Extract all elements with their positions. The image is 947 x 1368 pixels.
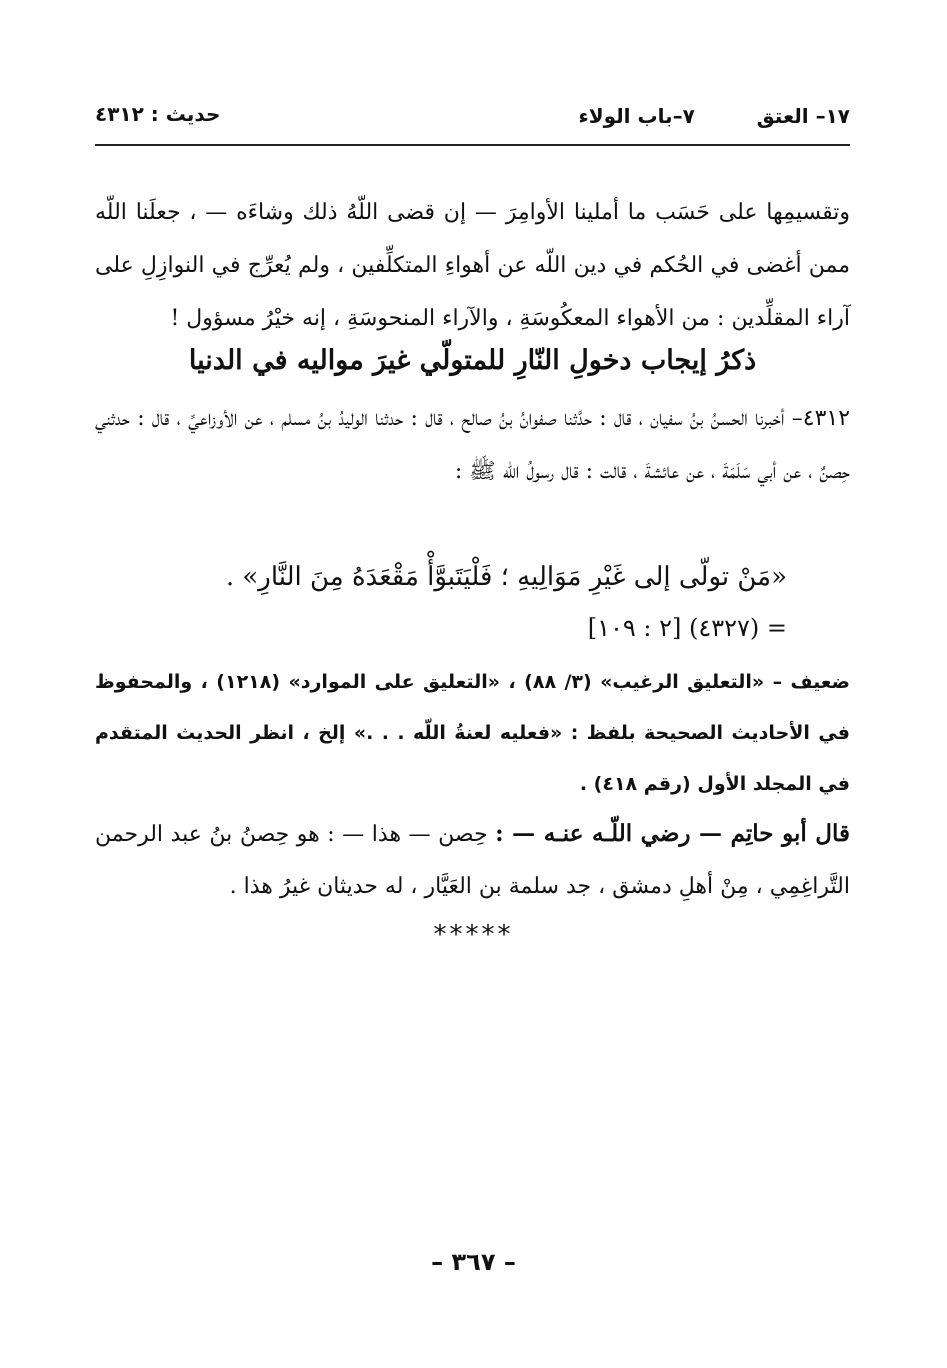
chapter-title: ذكرُ إيجاب دخولِ النّارِ للمتولّي غيرَ مواليه في الدنيا (188, 345, 757, 376)
commentary-paragraph (95, 808, 850, 913)
commentary-lead: قال أبو حاتِم — رضي اللّـه عنـه — : (495, 820, 851, 847)
running-header (95, 96, 850, 146)
header-hadith-ref: حديث : ٤٣١٢ (95, 102, 221, 126)
header-chapter: ١٧– العتق (756, 104, 850, 128)
grading-note: ضعيف – «التعليق الرغيب» (٣/ ٨٨) ، «التعليق على الموارد» (١٢١٨) ، والمحفوظ في الأحاديث الصحيحة بلفظ : «فعليه لعنةُ اللّه . . .» إلخ ، انظر الحديث المتقدم في المجلد الأول (رقم ٤١٨) . (95, 671, 851, 795)
page-number: – ٣٦٧ – (431, 1248, 516, 1276)
header-chapter-section (579, 104, 851, 128)
hadith-isnad: ٤٣١٢– أخبرنا الحسنُ بنُ سفيان ، قال : حدَّثنا صفوانُ بنُ صالح ، قال : حدثنا الوليدُ بنُ مسلم ، عن الأوزاعيِّ ، قال : حدثني حِصنٌ ، عن أبي سَلَمَةَ ، عن عائشةَ ، قالت : قال رسولُ اللّه ﷺ : (95, 406, 851, 484)
hadith-matn: «مَنْ تولّى إلى غَيْرِ مَوَالِيهِ ؛ فَلْيَتَبوَّأْ مَقْعَدَهُ مِنَ النَّارِ» . (225, 562, 787, 592)
hadith-reference: = (٤٣٢٧) [٢ : ١٠٩] (587, 614, 787, 642)
intro-paragraph: وتقسيمِها على حَسَب ما أملينا الأوامِرَ — إن قضى اللّهُ ذلك وشاءَه — ، جعلَنا اللّه ممن أغضى في الحُكم في دين اللّه عن أهواءِ المتكلِّفين ، ولم يُعرِّج في النوازِلِ على آراء المقلِّدين : من الأهواء المعكُوسَةِ ، والآراء المنحوسَةِ ، إنه خيْرُ مسؤول ! (95, 200, 850, 331)
commentary-text: حِصن — هذا — : هو حِصنُ بنُ عبد الرحمن التَّراغِمِي ، مِنْ أهلِ دمشق ، جد سلمة بن العَيَّار ، له حديثان غيرُ هذا . (95, 822, 850, 899)
section-separator: ***** (433, 920, 514, 950)
header-section: ٧–باب الولاء (578, 104, 695, 128)
